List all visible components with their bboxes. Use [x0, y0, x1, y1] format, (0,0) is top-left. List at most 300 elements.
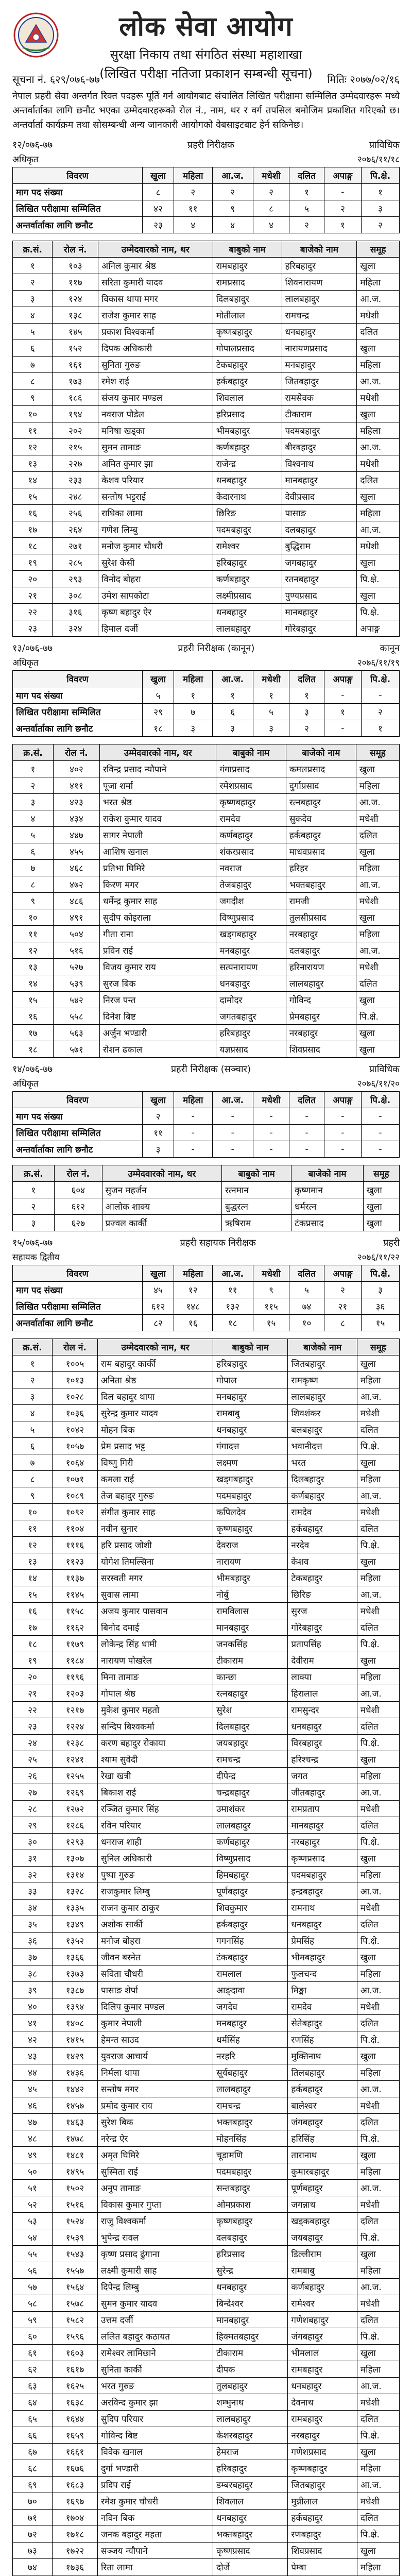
group-cell: मधेशी: [357, 1801, 399, 1817]
roll-cell: २८५: [53, 554, 98, 571]
group-cell: महिला: [357, 505, 400, 521]
table-row: [13, 1998, 400, 2015]
summary-value: ३: [361, 1282, 399, 1298]
group-cell: पि.क्षे.: [357, 1537, 399, 1553]
father-cell: सुरेश: [213, 1702, 288, 1718]
name-cell: राजन कुमार ठाकुर: [98, 1900, 213, 1916]
name-cell: योगेश तिमल्सिना: [98, 1553, 213, 1570]
group-cell: आ.ज.: [357, 1586, 399, 1603]
serial-cell: १४: [13, 975, 54, 992]
grandfather-cell: कर्णबहादुर: [288, 1487, 357, 1504]
roll-cell: १५७८: [52, 2295, 97, 2312]
roll-cell: १५८२: [52, 2312, 97, 2328]
roll-cell: ६२७: [54, 1215, 102, 1231]
father-cell: पदमबहादुर: [213, 1487, 288, 1504]
serial-cell: २: [13, 1372, 53, 1388]
name-cell: राजकुमार लिम्बु: [98, 1883, 213, 1900]
summary-value: ३६: [361, 1298, 399, 1315]
father-cell: शिवकुमार: [213, 1900, 288, 1916]
group-cell: मधेशी: [357, 455, 400, 472]
result-header-cell: बाजेको नाम: [282, 241, 357, 258]
group-cell: खुला: [357, 2048, 399, 2064]
summary-value: ६: [212, 704, 253, 720]
table-row: [13, 2246, 400, 2262]
summary-value: २३: [143, 217, 174, 233]
table-row: [13, 1504, 400, 1520]
serial-cell: ४०: [13, 1998, 53, 2015]
serial-cell: ८: [13, 1471, 53, 1487]
grandfather-cell: हर्कबहादुर: [286, 827, 356, 843]
group-cell: पि.क्षे.: [357, 1636, 399, 1652]
father-cell: धर्मसिंह: [213, 2031, 288, 2048]
group-cell: खुला: [356, 843, 399, 860]
result-section: [12, 1236, 400, 2576]
group-cell: खुला: [356, 992, 399, 1008]
grandfather-cell: रणबहादुर: [288, 2526, 357, 2543]
name-cell: विजय कुमार राय: [99, 959, 216, 975]
group-cell: खुला: [357, 1355, 399, 1372]
name-cell: रञ्जित कुमार सिंह: [98, 1801, 213, 1817]
name-cell: गीता राना: [99, 926, 216, 942]
serial-cell: २६: [13, 1768, 53, 1784]
result-section: [12, 139, 400, 637]
group-cell: मधेशी: [357, 1405, 399, 1421]
serial-cell: १६: [13, 505, 53, 521]
name-cell: केशव परियार: [98, 472, 213, 488]
father-cell: छिरिङ: [213, 505, 282, 521]
roll-cell: १२०३: [52, 1685, 97, 1702]
serial-cell: ७०: [13, 2493, 53, 2510]
summary-value: ९: [212, 200, 253, 217]
grandfather-cell: हरिश्चन्द्र: [288, 1751, 357, 1768]
group-cell: आ.ज.: [357, 1487, 399, 1504]
group-cell: खुला: [356, 1041, 399, 1058]
result-table: [12, 1338, 400, 2576]
roll-cell: २०२: [53, 422, 98, 439]
notice-subtitle: (लिखित परीक्षा नतिजा प्रकाशन सम्बन्धी सूचना): [99, 66, 313, 81]
summary-header-cell: मधेशी: [253, 1092, 289, 1108]
serial-cell: ३०: [13, 1834, 53, 1850]
group-cell: खुला: [357, 2147, 399, 2163]
father-cell: विष्णुप्रसाद: [216, 909, 286, 926]
serial-cell: १९: [13, 1652, 53, 1669]
table-row: [13, 274, 400, 291]
name-cell: युवराज आचार्य: [98, 2048, 213, 2064]
grandfather-cell: कृष्णमान: [291, 1182, 364, 1198]
summary-value: २९: [143, 704, 174, 720]
summary-header-cell: दलित: [289, 671, 324, 687]
grandfather-cell: कर्णबहादुर: [288, 2279, 357, 2295]
serial-cell: १४: [13, 472, 53, 488]
summary-header-cell: खुला: [143, 671, 174, 687]
summary-value: २: [324, 200, 361, 217]
table-row: [13, 1041, 400, 1058]
level-name: सहायक द्वितीय: [12, 1252, 60, 1263]
father-cell: टीकाराम: [213, 2345, 288, 2361]
summary-value: ४: [253, 217, 289, 233]
table-row: [13, 843, 400, 860]
father-cell: धनबहादुर: [213, 472, 282, 488]
summary-header-cell: आ.ज.: [212, 1265, 253, 1282]
group-cell: खुला: [357, 2543, 399, 2559]
table-row: [13, 2361, 400, 2378]
summary-label: लिखित परीक्षामा सम्मिलित: [13, 1125, 143, 1141]
group-cell: मधेशी: [357, 1998, 399, 2015]
group-cell: आ.ज.: [357, 1388, 399, 1405]
summary-value: २: [361, 704, 399, 720]
group-cell: महिला: [356, 777, 399, 794]
roll-cell: १७३६: [52, 2559, 97, 2575]
result-header-row: [13, 744, 400, 761]
group-cell: आ.ज.: [357, 1883, 399, 1900]
roll-cell: ११३७: [52, 1570, 97, 1586]
summary-header-cell: आ.ज.: [212, 1092, 253, 1108]
roll-cell: १३२८: [52, 1883, 97, 1900]
roll-cell: ४६८: [53, 860, 99, 876]
group-cell: आ.ज.: [357, 2180, 399, 2196]
group-cell: महिला: [357, 1768, 399, 1784]
father-cell: हिमबहादुर: [213, 1867, 288, 1883]
serial-cell: २४: [13, 1735, 53, 1751]
result-header-cell: समूह: [363, 1165, 399, 1182]
name-cell: दुर्गा भण्डारी: [98, 2460, 213, 2477]
father-cell: शम्भुनाथ: [213, 2394, 288, 2411]
grandfather-cell: शिवप्रसाद: [288, 2543, 357, 2559]
roll-cell: १५६४: [52, 2279, 97, 2295]
table-row: [13, 1916, 400, 1933]
page-title: लोक सेवा आयोग: [119, 11, 293, 42]
summary-header-row: [13, 671, 400, 687]
group-cell: दलित: [357, 2312, 399, 2328]
roll-cell: १७२२: [52, 2543, 97, 2559]
father-cell: बिन्देश्वर: [213, 2295, 288, 2312]
grandfather-cell: मिङ्मा: [288, 1982, 357, 1998]
summary-header-cell: पि.क्षे.: [361, 671, 399, 687]
group-cell: दलित: [357, 472, 400, 488]
name-cell: दिपक अधिकारी: [98, 340, 213, 357]
table-row: [13, 554, 400, 571]
serial-cell: २: [13, 274, 53, 291]
name-cell: जनक बहादुर महता: [98, 2526, 213, 2543]
name-cell: उमेश सापकोटा: [98, 587, 213, 604]
group-cell: आ.ज.: [356, 794, 399, 810]
group-cell: महिला: [357, 1669, 399, 1685]
grandfather-cell: धर्मरत्न: [291, 1198, 364, 1215]
group-cell: पि.क्षे.: [357, 2130, 399, 2147]
serial-cell: १२: [13, 1537, 53, 1553]
father-cell: मोहनसिंह: [213, 2130, 288, 2147]
father-cell: कर्णबहादुर: [213, 1834, 288, 1850]
serial-cell: ६०: [13, 2328, 53, 2345]
summary-value: २: [143, 1108, 174, 1125]
grandfather-cell: गणेशप्रसाद: [288, 2444, 357, 2460]
father-cell: गंगादत्त: [213, 1438, 288, 1454]
grandfather-cell: कुमारबहादुर: [288, 2163, 357, 2180]
table-row: [13, 291, 400, 307]
summary-value: ८२: [143, 1315, 174, 1331]
group-cell: आ.ज.: [357, 521, 400, 538]
name-cell: अमृत घिमिरे: [98, 2147, 213, 2163]
roll-cell: १०२८: [52, 1388, 97, 1405]
serial-cell: ७४: [13, 2559, 53, 2575]
group-cell: खुला: [356, 909, 399, 926]
serial-cell: १९: [13, 554, 53, 571]
result-section: [12, 1063, 400, 1231]
summary-row: [13, 1108, 400, 1125]
roll-cell: १६९७: [52, 2493, 97, 2510]
group-cell: महिला: [357, 2064, 399, 2081]
grandfather-cell: रामकृष्ण: [288, 1372, 357, 1388]
roll-cell: २७१: [53, 538, 98, 554]
summary-value: ३: [212, 720, 253, 737]
father-cell: लालबहादुर: [213, 2081, 288, 2097]
serial-cell: ३६: [13, 1933, 53, 1949]
summary-value: ५: [143, 687, 174, 704]
serial-cell: ६८: [13, 2460, 53, 2477]
result-header-row: [13, 241, 400, 258]
table-row: [13, 909, 400, 926]
name-cell: अमित कुमार झा: [98, 455, 213, 472]
father-cell: आङ्दावा: [213, 1982, 288, 1998]
group-cell: पि.क्षे.: [357, 2229, 399, 2246]
father-cell: केशरबहादुर: [213, 2427, 288, 2444]
summary-value: १५: [361, 1315, 399, 1331]
group-cell: दलित: [357, 1520, 399, 1537]
group-cell: मधेशी: [357, 2394, 399, 2411]
grandfather-cell: शिवप्रसाद: [286, 1041, 356, 1058]
name-cell: सुवास लामा: [98, 1586, 213, 1603]
result-table: [12, 744, 400, 1058]
grandfather-cell: सुकदेव: [286, 810, 356, 827]
serial-cell: ४२: [13, 2031, 53, 2048]
father-cell: बुद्धरत्न: [222, 1198, 291, 1215]
group-cell: दलित: [357, 1916, 399, 1933]
roll-cell: १३७३: [52, 1965, 97, 1982]
name-cell: भुपेन्द्र रावल: [98, 2229, 213, 2246]
grandfather-cell: मनबहादुर: [282, 357, 357, 373]
name-cell: सुरेन्द्र कुमार यादव: [98, 1405, 213, 1421]
section-subinfo: [12, 656, 400, 668]
table-row: [13, 488, 400, 505]
summary-value: २१: [324, 1298, 361, 1315]
summary-value: ५: [289, 200, 324, 217]
summary-value: १: [324, 217, 361, 233]
father-cell: देवराज: [213, 1537, 288, 1553]
section-info: [12, 139, 400, 151]
name-cell: संगीत कुमार साह: [98, 1504, 213, 1520]
father-cell: पदमबहादुर: [213, 2163, 288, 2180]
grandfather-cell: बुद्धिराम: [282, 538, 357, 554]
table-row: [13, 2526, 400, 2543]
roll-cell: ४७२: [53, 876, 99, 893]
group-cell: महिला: [357, 2361, 399, 2378]
serial-cell: १६: [13, 1008, 54, 1025]
grandfather-cell: नरबहादुर: [286, 1025, 356, 1041]
father-cell: रत्नमान: [222, 1182, 291, 1198]
father-cell: सत्यनारायण: [216, 959, 286, 975]
roll-cell: १२३८: [52, 1735, 97, 1751]
name-cell: गोपाल श्रेष्ठ: [98, 1685, 213, 1702]
roll-cell: १२४: [53, 291, 98, 307]
father-cell: गगनसिंह: [213, 1933, 288, 1949]
result-header-cell: बाजेको नाम: [288, 1339, 357, 1355]
grandfather-cell: बलबहादुर: [288, 1421, 357, 1438]
serial-cell: ३३: [13, 1883, 53, 1900]
roll-cell: १३४९: [52, 1916, 97, 1933]
grandfather-cell: पदमबहादुर: [288, 1867, 357, 1883]
grandfather-cell: बालेश्वर: [288, 2097, 357, 2114]
group-cell: आ.ज.: [357, 373, 400, 389]
name-cell: निर्मला थापा: [98, 2064, 213, 2081]
name-cell: धनराज शाही: [98, 1834, 213, 1850]
grandfather-cell: नरबहादुर: [288, 1834, 357, 1850]
summary-table: [12, 167, 400, 233]
grandfather-cell: हरिहर: [286, 860, 356, 876]
serial-cell: ६१: [13, 2345, 53, 2361]
name-cell: पासाङ शेर्पा: [98, 1982, 213, 1998]
name-cell: सुमन कुमार यादव: [98, 2295, 213, 2312]
name-cell: तेज बहादुर गुरुङ: [98, 1487, 213, 1504]
roll-cell: १४९५: [52, 2163, 97, 2180]
table-row: [13, 2427, 400, 2444]
group-cell: खुला: [357, 1454, 399, 1471]
table-row: [13, 1372, 400, 1388]
grandfather-cell: टंकप्रसाद: [291, 1215, 364, 1231]
result-header-cell: बाजेको नाम: [286, 744, 356, 761]
summary-label: माग पद संख्या: [13, 687, 143, 704]
result-header-cell: क्र.सं.: [13, 241, 53, 258]
summary-header-cell: विवरण: [13, 167, 143, 184]
name-cell: विकास थापा मगर: [98, 291, 213, 307]
grandfather-cell: नारायणप्रसाद: [282, 340, 357, 357]
summary-value: -: [361, 1141, 399, 1158]
table-row: [13, 2180, 400, 2196]
father-cell: गोपाल: [213, 1372, 288, 1388]
father-cell: नरहरि: [213, 2048, 288, 2064]
grandfather-cell: रामदेव: [288, 1504, 357, 1520]
serial-cell: ६६: [13, 2427, 53, 2444]
father-cell: लालबहादुर: [213, 1817, 288, 1834]
father-cell: खड्गबहादुर: [216, 926, 286, 942]
father-cell: डम्बरबहादुर: [213, 2477, 288, 2493]
name-cell: अनिता श्रेष्ठ: [98, 1372, 213, 1388]
grandfather-cell: जीतबहादुर: [288, 1784, 357, 1801]
summary-value: १: [174, 687, 212, 704]
table-row: [13, 1619, 400, 1636]
name-cell: आशिष खनाल: [99, 843, 216, 860]
father-cell: हेमराज: [213, 2444, 288, 2460]
serial-cell: ११: [13, 926, 54, 942]
grandfather-cell: तुलसीप्रसाद: [286, 909, 356, 926]
table-row: [13, 1949, 400, 1965]
group-cell: महिला: [357, 1867, 399, 1883]
serial-cell: १: [13, 258, 53, 274]
father-cell: यज्ञप्रसाद: [216, 1041, 286, 1058]
table-row: [13, 373, 400, 389]
name-cell: हेमन्त साउद: [98, 2031, 213, 2048]
serial-cell: ११: [13, 422, 53, 439]
father-cell: पूर्णबहादुर: [213, 1883, 288, 1900]
table-row: [13, 1198, 400, 1215]
name-cell: प्रविन राई: [99, 942, 216, 959]
summary-value: ५: [253, 704, 289, 720]
roll-cell: १२६९: [52, 1784, 97, 1801]
summary-value: १०: [289, 1315, 324, 1331]
roll-cell: ११२३: [52, 1553, 97, 1570]
summary-header-cell: महिला: [174, 671, 212, 687]
summary-header-cell: पि.क्षे.: [361, 1092, 399, 1108]
father-cell: सुरेन्द्र: [213, 2262, 288, 2279]
group-cell: खुला: [357, 1949, 399, 1965]
group-cell: खुला: [363, 1215, 399, 1231]
notice-number: १२/०७६-७७: [12, 140, 53, 150]
group-cell: खुला: [357, 406, 400, 422]
name-cell: नवीन सुनार: [98, 1520, 213, 1537]
table-row: [13, 926, 400, 942]
father-cell: मनबहादुर: [216, 942, 286, 959]
summary-value: २: [324, 1282, 361, 1298]
summary-header-cell: खुला: [143, 1092, 174, 1108]
table-row: [13, 1454, 400, 1471]
name-cell: किरण मगर: [99, 876, 216, 893]
group-cell: महिला: [357, 2262, 399, 2279]
father-cell: मनबहादुर: [213, 2015, 288, 2031]
group-cell: खुला: [357, 2444, 399, 2460]
father-cell: जगदीश: [216, 893, 286, 909]
result-header-cell: समूह: [357, 1339, 399, 1355]
father-cell: लालबहादुर: [213, 620, 282, 637]
group-cell: मधेशी: [357, 1603, 399, 1619]
grandfather-cell: कृष्णप्रसाद: [288, 1850, 357, 1867]
name-cell: करण बहादुर रोकाया: [98, 1735, 213, 1751]
summary-value: -: [289, 1125, 324, 1141]
table-row: [13, 2345, 400, 2361]
table-row: [13, 472, 400, 488]
father-cell: विष्णुप्रसाद: [213, 1850, 288, 1867]
summary-row: [13, 1125, 400, 1141]
roll-cell: १५०२: [52, 2180, 97, 2196]
table-row: [13, 258, 400, 274]
summary-value: २: [289, 720, 324, 737]
table-row: [13, 1850, 400, 1867]
roll-cell: ४४७: [53, 827, 99, 843]
name-cell: निरज पन्त: [99, 992, 216, 1008]
grandfather-cell: गणेशबहादुर: [288, 2312, 357, 2328]
table-row: [13, 571, 400, 587]
reference-label: सूचना नं.: [12, 73, 47, 86]
summary-header-cell: पि.क्षे.: [361, 167, 399, 184]
father-cell: कपिलदेव: [213, 1504, 288, 1520]
summary-header-cell: महिला: [174, 167, 212, 184]
summary-value: १२: [174, 1282, 212, 1298]
summary-value: ४: [174, 217, 212, 233]
table-row: [13, 1636, 400, 1652]
result-header-cell: समूह: [357, 241, 400, 258]
serial-cell: ३: [13, 1388, 53, 1405]
grandfather-cell: जयबहादुर: [288, 2229, 357, 2246]
group-cell: मधेशी: [357, 2196, 399, 2213]
father-cell: कृष्णबहादुर: [213, 2213, 288, 2229]
grandfather-cell: भवानीदत्त: [288, 1438, 357, 1454]
grandfather-cell: भरत: [288, 1454, 357, 1471]
group-cell: दलित: [357, 1421, 399, 1438]
serial-cell: ९: [13, 389, 53, 406]
serial-cell: २३: [13, 1718, 53, 1735]
name-cell: दिनेश बिष्ट: [99, 1008, 216, 1025]
grandfather-cell: दलबहादुर: [282, 521, 357, 538]
grandfather-cell: मुन्नीलाल: [288, 2493, 357, 2510]
roll-cell: १४२९: [52, 2048, 97, 2064]
